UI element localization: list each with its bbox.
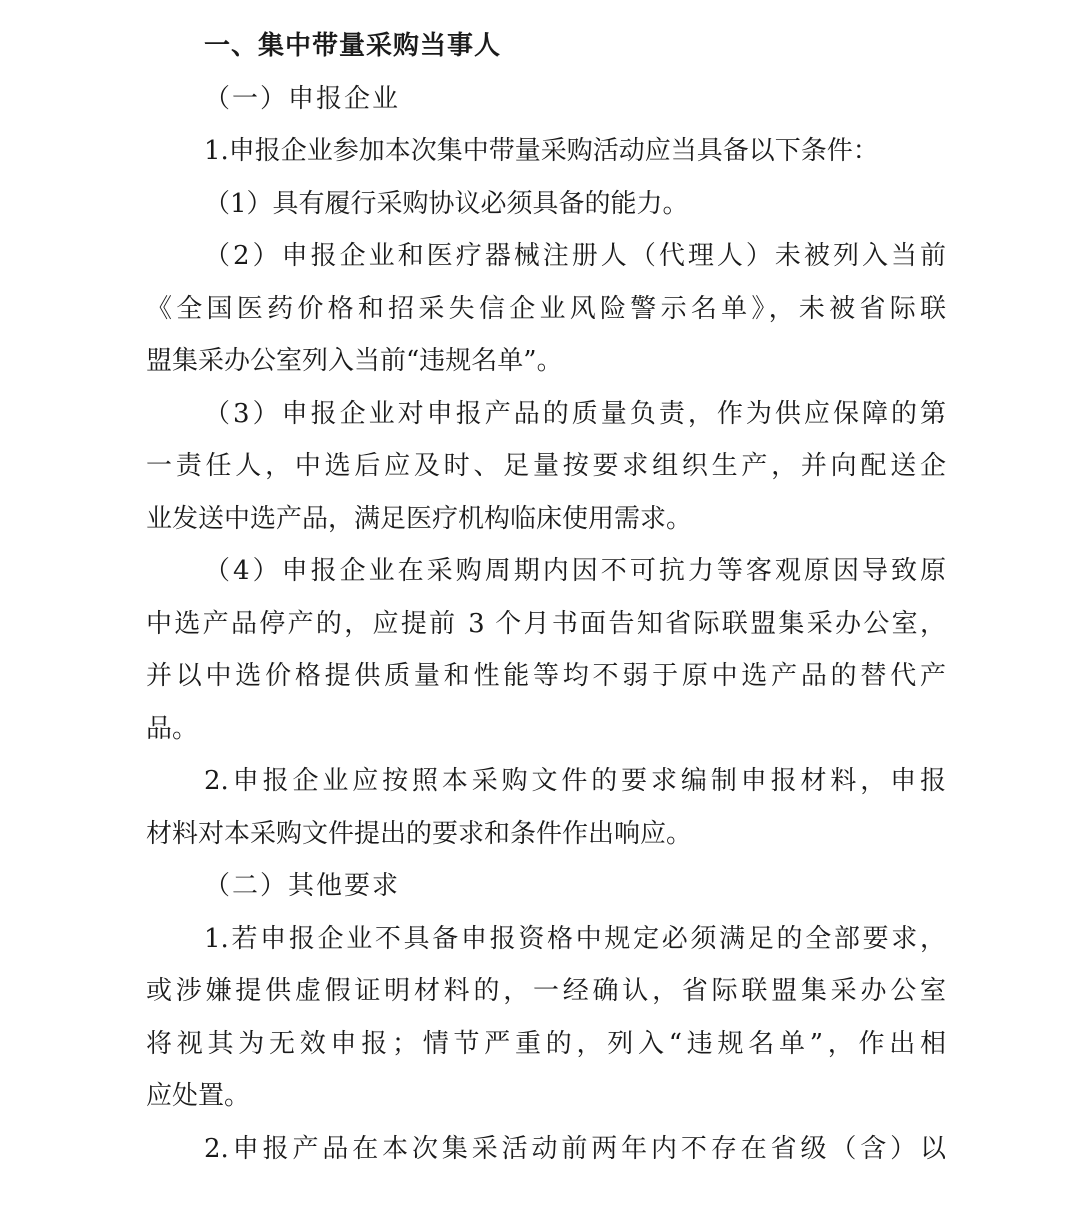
paragraph-condition-3-line: 业发送中选产品，满足医疗机构临床使用需求。 — [146, 503, 693, 534]
paragraph-condition-4-line: 中选产品停产的，应提前 3 个月书面告知省际联盟集采办公室， — [146, 608, 946, 639]
paragraph-item-2-line: 2.申报企业应按照本采购文件的要求编制申报材料，申报 — [204, 766, 946, 796]
paragraph-other-1-line: 1.若申报企业不具备申报资格中规定必须满足的全部要求， — [204, 923, 946, 954]
document-page — [146, 20, 946, 1175]
paragraph-other-1-line: 或涉嫌提供虚假证明材料的，一经确认，省际联盟集采办公室 — [146, 976, 946, 1006]
paragraph-condition-4-line: （4）申报企业在采购周期内因不可抗力等客观原因导致原 — [204, 556, 946, 586]
section-heading: 一、集中带量采购当事人 — [204, 31, 502, 61]
paragraph-condition-4-line: 并以中选价格提供质量和性能等均不弱于原中选产品的替代产 — [146, 661, 946, 691]
paragraph-conditions-lead: 1.申报企业参加本次集中带量采购活动应当具备以下条件： — [204, 136, 879, 166]
paragraph-condition-2-line: （2）申报企业和医疗器械注册人（代理人）未被列入当前 — [204, 241, 946, 271]
paragraph-other-1-line: 将视其为无效申报；情节严重的，列入“违规名单”，作出相 — [146, 1028, 946, 1059]
paragraph-other-1-line: 应处置。 — [146, 1081, 251, 1111]
paragraph-condition-2-line: 盟集采办公室列入当前“违规名单”。 — [146, 346, 563, 376]
paragraph-condition-3-line: 一责任人，中选后应及时、足量按要求组织生产，并向配送企 — [146, 451, 946, 481]
subsection-title-applicants: （一）申报企业 — [204, 83, 401, 114]
paragraph-condition-3-line: （3）申报企业对申报产品的质量负责，作为供应保障的第 — [204, 398, 946, 429]
paragraph-condition-1: （1）具有履行采购协议必须具备的能力。 — [204, 188, 689, 219]
subsection-title-other-requirements: （二）其他要求 — [204, 871, 401, 901]
paragraph-other-2-line: 2.申报产品在本次集采活动前两年内不存在省级（含）以 — [204, 1133, 946, 1164]
paragraph-condition-2-line: 《全国医药价格和招采失信企业风险警示名单》，未被省际联 — [146, 293, 946, 324]
paragraph-condition-4-line: 品。 — [146, 713, 199, 744]
paragraph-item-2-line: 材料对本采购文件提出的要求和条件作出响应。 — [146, 818, 693, 849]
